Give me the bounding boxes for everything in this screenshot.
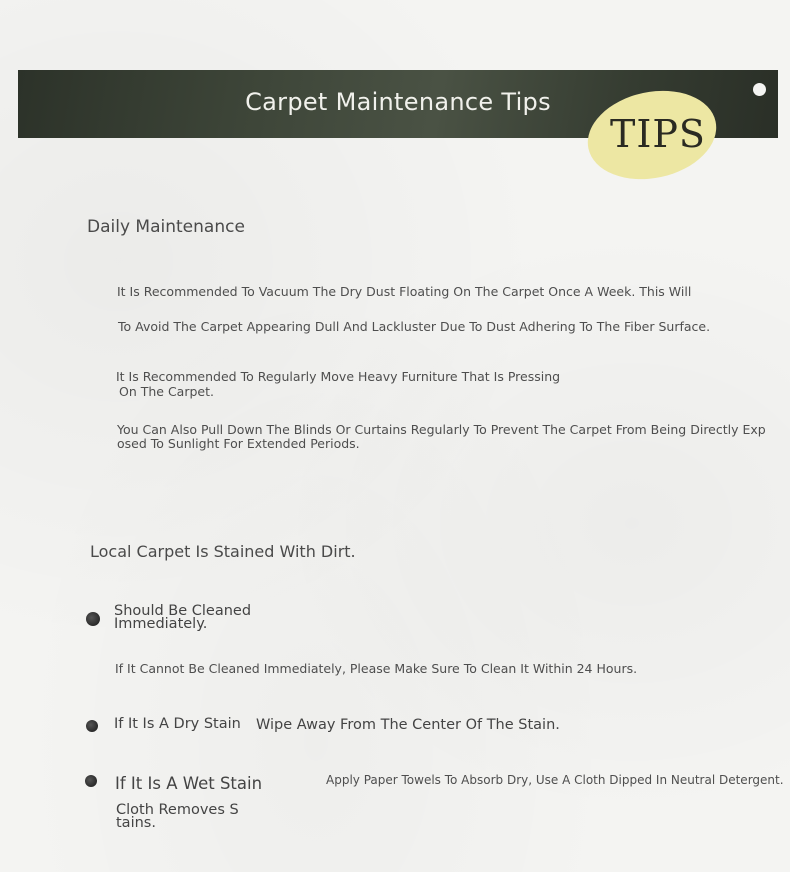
- stain-item-1-title-line-1: Should Be Cleaned: [114, 603, 252, 619]
- stain-item-3-text: Apply Paper Towels To Absorb Dry, Use A Cloth Dipped In Neutral Detergent.: [326, 773, 784, 787]
- tips-badge-label: TIPS: [610, 112, 706, 156]
- stain-item-1-text: If It Cannot Be Cleaned Immediately, Please Make Sure To Clean It Within 24 Hours.: [115, 661, 638, 676]
- section-heading-stained: Local Carpet Is Stained With Dirt.: [90, 542, 356, 561]
- stain-item-2-text: Wipe Away From The Center Of The Stain.: [256, 717, 560, 733]
- daily-paragraph-3-line-2: osed To Sunlight For Extended Periods.: [117, 436, 360, 451]
- section-heading-daily: Daily Maintenance: [87, 217, 245, 237]
- page-title: Carpet Maintenance Tips: [245, 88, 551, 116]
- stain-item-3-sub-line-1: Cloth Removes S: [116, 802, 239, 818]
- stain-item-1-title-line-2: Immediately.: [114, 616, 208, 632]
- daily-paragraph-1-line-2: To Avoid The Carpet Appearing Dull And Lackluster Due To Dust Adhering To The Fiber Surface.: [118, 319, 711, 334]
- bullet-icon: [86, 720, 98, 732]
- daily-paragraph-2-line-1: It Is Recommended To Regularly Move Heavy Furniture That Is Pressing: [116, 369, 561, 384]
- stain-item-2-title: If It Is A Dry Stain: [114, 716, 241, 732]
- bullet-icon: [85, 775, 97, 787]
- daily-paragraph-2-line-2: On The Carpet.: [119, 384, 214, 399]
- bullet-icon: [86, 612, 100, 626]
- stain-item-3-sub-line-2: tains.: [116, 815, 156, 831]
- daily-paragraph-3-line-1: You Can Also Pull Down The Blinds Or Curtains Regularly To Prevent The Carpet From Being Directly Exp: [117, 422, 766, 437]
- stain-item-3-title: If It Is A Wet Stain: [115, 774, 263, 793]
- decorative-dot: [753, 83, 766, 96]
- daily-paragraph-1-line-1: It Is Recommended To Vacuum The Dry Dust Floating On The Carpet Once A Week. This Will: [117, 284, 692, 299]
